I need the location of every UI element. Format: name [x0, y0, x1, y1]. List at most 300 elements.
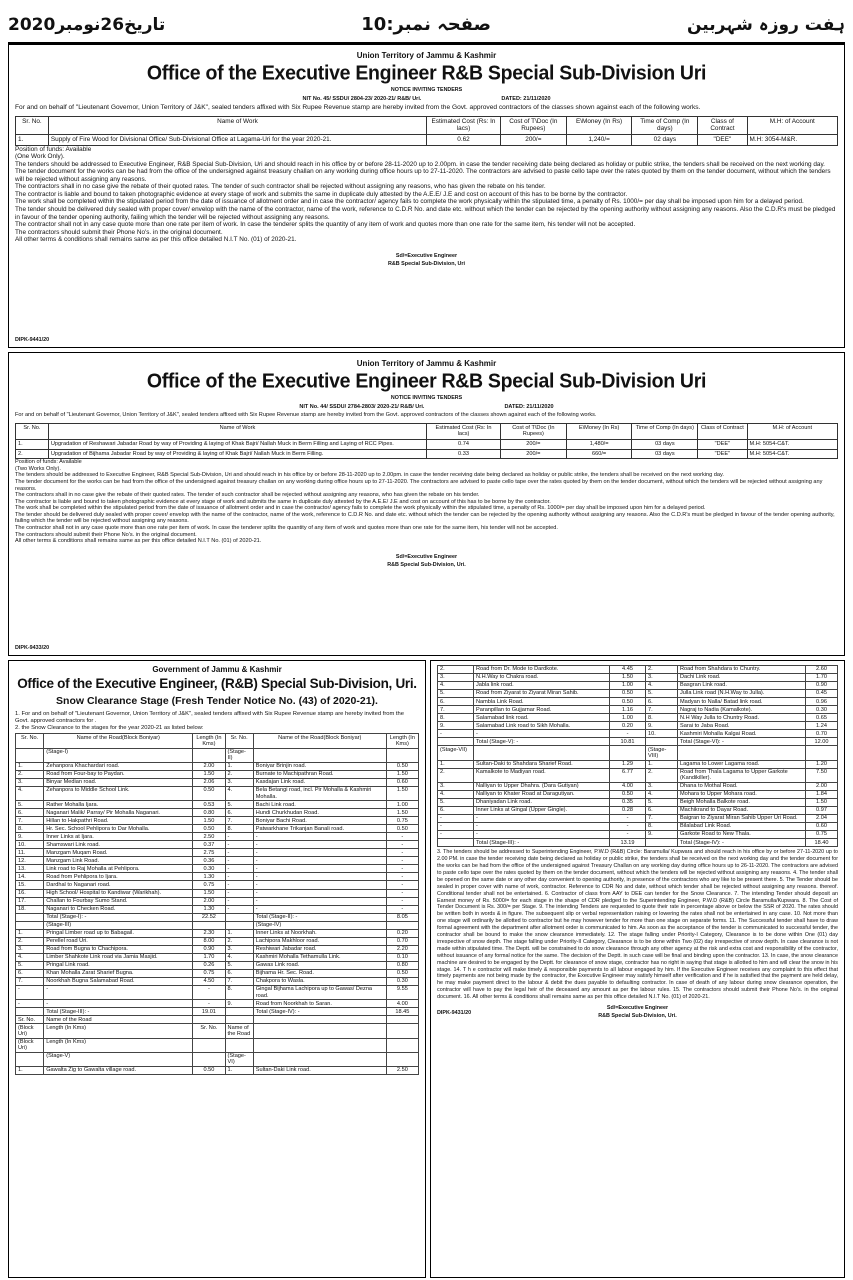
table-row	[16, 897, 419, 905]
table-cell: Kashmiri Mohalla Kalgai Road.	[678, 730, 806, 738]
table-cell: 9.	[225, 1000, 253, 1008]
table-cell: 3.	[225, 778, 253, 786]
table-row	[16, 825, 419, 833]
table-cell: N.H.Way to Chakra road.	[474, 674, 610, 682]
table-cell: Noorkhah Bugna Salamabad Road.	[44, 977, 193, 985]
table-cell: Hundi Churkhudan Road.	[253, 809, 386, 817]
table-cell	[386, 1016, 418, 1024]
table-cell: -	[474, 823, 610, 831]
table-cell: 0.90	[806, 682, 838, 690]
condition-line: The work shall be completed within the stipulated period from the date of issuance of allotment order and in case the contractor/ agency fails to complete the work physically within the stipulated time, a penalty of Rs. 1000/= per day shall be imposed upon him for a delayed period.	[15, 198, 804, 206]
table-cell: -	[253, 841, 386, 849]
table-cell: 2.60	[806, 666, 838, 674]
table-cell: 4.	[438, 790, 474, 798]
table-cell: 03 days	[632, 449, 698, 459]
table-row	[16, 1067, 419, 1075]
table-cell: (Stage-VI)	[225, 1052, 253, 1066]
table-cell	[386, 748, 418, 762]
signature-block	[15, 252, 838, 268]
table-cell: Limber Shahkote Link road via Jamia Masjid.	[44, 953, 193, 961]
table-cell: 1.	[16, 439, 49, 449]
table-cell: 1.00	[610, 682, 646, 690]
signature-block	[15, 553, 838, 569]
table-cell: Perellel road Uri.	[44, 937, 193, 945]
table-cell: -	[474, 815, 610, 823]
table-cell: 7.	[225, 977, 253, 985]
signature-office: R&B Special Sub-Division, Uri	[388, 260, 465, 267]
table-cell: 2.20	[386, 945, 418, 953]
table-cell: 1,480/=	[566, 439, 632, 449]
table-cell: 22.52	[193, 913, 225, 921]
table-cell: 5.	[225, 961, 253, 969]
table-cell: -	[610, 823, 646, 831]
table-cell: 0.33	[427, 449, 501, 459]
table-cell: Machikrand to Dayar Road.	[678, 807, 806, 815]
table-cell: Sarai to Jaba Road.	[678, 722, 806, 730]
table-cell: 0.28	[610, 807, 646, 815]
table-row	[438, 839, 838, 847]
newspaper-masthead	[8, 8, 845, 44]
table-cell: 02 days	[632, 135, 698, 146]
table-cell: Binyar Median road.	[44, 778, 193, 786]
table-cell	[16, 1052, 44, 1066]
table-cell: 7.	[16, 817, 44, 825]
table-cell: 6.	[646, 807, 678, 815]
notice-conditions	[15, 146, 838, 244]
table-cell: 0.30	[193, 865, 225, 873]
table-cell: -	[225, 881, 253, 889]
table-cell: 2.04	[806, 815, 838, 823]
table-cell: Challan to Fourbay Sumo Stand.	[44, 897, 193, 905]
table-cell: 2.	[438, 666, 474, 674]
table-cell: 0.60	[386, 778, 418, 786]
table-cell: Name of the Road	[44, 1016, 193, 1024]
signature-office: R&B Special Sub-Division, Uri.	[387, 561, 466, 568]
table-cell: -	[253, 857, 386, 865]
table-cell: 0.90	[193, 945, 225, 953]
table-cell: Dardhal to Naganari road.	[44, 881, 193, 889]
table-cell: 1.29	[610, 760, 646, 768]
table-cell: 17.	[16, 897, 44, 905]
table-cell: 9.	[646, 722, 678, 730]
table-cell: 9.55	[386, 985, 418, 999]
table-cell: 6.	[438, 698, 474, 706]
table-row	[16, 953, 419, 961]
table-row	[16, 1038, 419, 1052]
table-row	[438, 730, 838, 738]
table-cell: 2.	[646, 666, 678, 674]
table-row	[438, 807, 838, 815]
table-cell: Dhana to Mothal Road.	[678, 782, 806, 790]
nit-reference-line	[15, 96, 838, 102]
table-cell: Road from Noorkhah to Saran.	[253, 1000, 386, 1008]
table-cell: -	[225, 865, 253, 873]
condition-line: All other terms & conditions shall remains same as per this office detailed N.I.T No. (01) of 2020-21.	[15, 236, 297, 244]
table-cell: (Stage-VIII)	[646, 746, 678, 760]
table-cell: Rather Mohalla Ijara.	[44, 801, 193, 809]
table-cell: 1.50	[193, 770, 225, 778]
table-cell: -	[386, 905, 418, 913]
table-cell: Reshiwari Jabadar road.	[253, 945, 386, 953]
table-cell: -	[386, 857, 418, 865]
works-table	[15, 423, 838, 459]
table-row	[16, 873, 419, 881]
nit-number: NIT No. 44/ SSDU/ 2784-2803/ 2020-21/ R&B/ Uri.	[299, 403, 425, 410]
table-cell: 5.	[646, 798, 678, 806]
dipk-number: DIPK-9433/20	[15, 644, 50, 651]
table-row	[438, 714, 838, 722]
notice-type: NOTICE INVITING TENDERS	[390, 395, 463, 402]
table-cell	[610, 746, 646, 760]
table-cell: 4.	[646, 682, 678, 690]
table-cell: 2.00	[193, 897, 225, 905]
table-cell	[806, 746, 838, 760]
table-cell: 1.84	[806, 790, 838, 798]
table-cell: Sr. No.	[16, 1016, 44, 1024]
table-cell	[386, 1024, 418, 1038]
table-cell: -	[225, 841, 253, 849]
table-cell: Salamabad Link road to Sikh Mohalla.	[474, 722, 610, 730]
col-header: Sr. No.	[16, 734, 44, 748]
stages-table-continued	[437, 665, 838, 847]
table-cell: 0.50	[610, 698, 646, 706]
table-cell: 16.	[16, 889, 44, 897]
table-cell: 1.20	[806, 760, 838, 768]
table-cell: (Block Uri)	[16, 1024, 44, 1038]
table-cell: Total (Stage-IV): -	[678, 839, 806, 847]
table-row	[438, 782, 838, 790]
table-cell: Upgradation of Bijhama Jabadar Road by way of Providing & laying of Khak Bajri/ Nallah Muck in Berm Filling.	[48, 449, 426, 459]
table-cell: 4.	[16, 786, 44, 800]
table-cell: 4.	[438, 682, 474, 690]
table-cell: 1.70	[193, 953, 225, 961]
table-row	[16, 1000, 419, 1008]
table-cell: Hillan to Hakpathri Road.	[44, 817, 193, 825]
col-header: Cost of T\Doc (In Rupees)	[500, 423, 566, 439]
table-row	[438, 690, 838, 698]
table-cell: 1.	[646, 760, 678, 768]
condition-line: The contractor shall not in any case quote more than one rate per item of work. In case the tenderer splits the quantity of any item of work and quotes more than one rate for the same item, his tender will not be accepted.	[15, 525, 558, 532]
table-cell: Lachipora Makhloor road.	[253, 937, 386, 945]
table-cell: 4.	[225, 786, 253, 800]
table-cell: Inner Links at Ijara.	[44, 833, 193, 841]
table-cell: Boniyar Bachi Road.	[253, 817, 386, 825]
table-cell	[253, 1052, 386, 1066]
table-row	[438, 682, 838, 690]
table-row	[16, 1024, 419, 1038]
table-cell: 1.24	[806, 722, 838, 730]
table-cell: -	[474, 831, 610, 839]
table-row	[16, 857, 419, 865]
table-cell: N.H Way Julla to Chuntry Road.	[678, 714, 806, 722]
table-cell: 0.60	[806, 823, 838, 831]
table-cell: 0.96	[806, 698, 838, 706]
table-cell: 1,240/=	[566, 135, 632, 146]
tender-notice-44	[8, 352, 845, 656]
table-cell: 0.26	[193, 961, 225, 969]
table-cell: Total (Stage-I): -	[44, 913, 193, 921]
table-cell: 12.	[16, 857, 44, 865]
table-cell: 2.75	[193, 849, 225, 857]
table-cell: 18.45	[386, 1008, 418, 1016]
table-cell: Mohara to Upper Mohara road.	[678, 790, 806, 798]
table-cell: -	[386, 841, 418, 849]
table-cell: 1.00	[610, 714, 646, 722]
table-cell: Nalliyan to Upper Dhahra. (Dara Gutiyan)	[474, 782, 610, 790]
table-cell: Naganari to Checken Road.	[44, 905, 193, 913]
condition-line: The tender document for the works can be had from the office of the undersigned against treasury challan on any working during office hours up to 27-11-2020. The contractors are advised to paste cello tape over the rates quoted by them on the tender document, without which the tenders will be rejected without assigning any reasons.	[15, 168, 831, 183]
condition-line: The tender document for the works can be had from the office of the undersigned against treasury challan on any working during office hours up to 27-11-2020. The contractors are advised to paste cello tape over the rates quoted by them on the tender document, without which the tenders will be rejected without assigning any reasons.	[15, 478, 823, 492]
table-cell: 8.	[646, 823, 678, 831]
table-cell: Kasdajan Link road.	[253, 778, 386, 786]
table-cell: 0.75	[193, 881, 225, 889]
table-cell	[193, 1052, 225, 1066]
table-cell: 4.00	[386, 1000, 418, 1008]
table-cell	[438, 738, 474, 746]
table-cell: 1.50	[610, 674, 646, 682]
table-cell: Total (Stage-III): -	[44, 1008, 193, 1016]
col-header: E\Money (In Rs)	[566, 116, 632, 134]
snow-clearance-title: Snow Clearance Stage (Fresh Tender Notice No. (43) of 2020-21).	[56, 695, 378, 708]
table-cell: Basgran Link road.	[678, 682, 806, 690]
table-cell: 0.30	[386, 977, 418, 985]
signature-line: Sd/=Executive Engineer	[395, 553, 458, 560]
table-cell: -	[438, 831, 474, 839]
table-cell	[193, 921, 225, 929]
table-cell: 12.00	[806, 738, 838, 746]
table-cell: 7.	[646, 706, 678, 714]
col-header: Estimated Cost (Rs: In lacs)	[427, 116, 501, 134]
table-cell	[225, 1008, 253, 1016]
table-cell: -	[386, 865, 418, 873]
table-cell: 0.20	[610, 722, 646, 730]
table-cell: Road from Dr. Mode to Dardkote.	[474, 666, 610, 674]
table-cell: 8.	[225, 985, 253, 999]
table-cell: -	[225, 889, 253, 897]
table-cell: Salamabad link road.	[474, 714, 610, 722]
col-header: Name of the Road(Block Boniyar)	[253, 734, 386, 748]
table-cell: Nambla Link Road.	[474, 698, 610, 706]
table-cell: Bela Betangi road, incl. Pir Mohalla & Kashmiri Mohalla.	[253, 786, 386, 800]
condition-line: The tender should be delivered duly sealed with proper cover/ envelop with the name of the contractor, name of the work, reference to C.D.R No. and date etc. without which the tender can be rejected by the opening authority without assigning any reasons. Also the C.D.R's must be pledged in favour of the tender opening authority, failing which the tender will be rejected without assigning any reasons.	[15, 205, 836, 221]
table-cell: Manzgam Link Road.	[44, 857, 193, 865]
condition-line: The contractor shall not in any case quote more than one rate per item of work. In case the tenderer splits the quantity of any item of work and quotes more than one rate for the same item, his tender will not be accepted.	[15, 221, 636, 229]
table-row	[16, 762, 419, 770]
table-cell: (Stage-I)	[44, 748, 193, 762]
table-row	[438, 768, 838, 782]
table-cell: 4.00	[610, 782, 646, 790]
table-cell: Julla Link road (N.H.Way to Julla).	[678, 690, 806, 698]
table-cell: High School/ Hospital to Kandiwar (Warikhah).	[44, 889, 193, 897]
table-cell: Road from Ziyarat to Ziyarat Miran Sahib.	[474, 690, 610, 698]
table-cell: 0.75	[193, 969, 225, 977]
works-table	[15, 116, 838, 146]
table-cell: (Stage-V)	[44, 1052, 193, 1066]
table-cell: Bilalabad Link Road.	[678, 823, 806, 831]
table-cell: 6.	[225, 809, 253, 817]
table-cell: 1.	[16, 929, 44, 937]
table-cell: 1.	[225, 1067, 253, 1075]
table-cell: 6.	[646, 698, 678, 706]
condition-line: The contractors shall in no case give the rebate of their quoted rates. The tender of such contractor shall be rejected without assigning any reasons, who has given the rebate on his tender.	[15, 183, 546, 191]
table-row	[16, 801, 419, 809]
table-cell: 1.50	[386, 809, 418, 817]
col-header: Sr. No.	[225, 734, 253, 748]
table-cell: 2.	[225, 937, 253, 945]
table-row	[438, 790, 838, 798]
table-cell: Road from Pehlipora to Ijara.	[44, 873, 193, 881]
table-cell: Upgradation of Reshawari Jabadar Road by way of Providing & laying of Khak Bajri/ Nallah Muck in Berm Filling and Laying of RCC Pipes.	[48, 439, 426, 449]
table-row	[16, 913, 419, 921]
table-cell: 5.	[438, 690, 474, 698]
table-cell: 2.	[16, 449, 49, 459]
table-cell: 0.62	[427, 135, 501, 146]
table-cell: 200/=	[500, 135, 566, 146]
table-cell: Kamalkote to Madiyan road.	[474, 768, 610, 782]
table-cell: 2.00	[193, 762, 225, 770]
table-row	[16, 937, 419, 945]
table-cell: 0.53	[193, 801, 225, 809]
table-row	[438, 674, 838, 682]
table-cell: 7.	[16, 977, 44, 985]
table-cell: 0.65	[806, 714, 838, 722]
signature-office: R&B Special Sub-Division, Uri.	[598, 1013, 677, 1020]
table-cell: 18.	[16, 905, 44, 913]
snow-clearance-notice	[8, 660, 426, 1278]
table-cell: 14.	[16, 873, 44, 881]
table-cell: 3.	[16, 778, 44, 786]
table-cell: -	[438, 730, 474, 738]
table-row	[16, 748, 419, 762]
col-header: Class of Contract	[698, 423, 747, 439]
table-cell: 0.50	[386, 762, 418, 770]
table-cell: 0.20	[386, 929, 418, 937]
table-cell: 0.50	[386, 825, 418, 833]
table-cell: 7.	[646, 815, 678, 823]
table-cell: Length (In Kms)	[44, 1024, 193, 1038]
table-row	[16, 849, 419, 857]
table-row	[438, 831, 838, 839]
col-header: Cost of T\Doc (In Rupees)	[500, 116, 566, 134]
table-cell: 7.50	[806, 768, 838, 782]
table-cell: -	[386, 873, 418, 881]
condition-line: Position of funds: Available	[15, 459, 82, 466]
table-cell: Khan Mohalla Zarat Sharief Bugna.	[44, 969, 193, 977]
condition-line: The contractors shall in no case give the rebate of their quoted rates. The tender of such contractor shall be rejected without assigning any reasons, who has given the rebate on his tender.	[15, 492, 480, 499]
nit-date: DATED: 21/11/2020	[504, 403, 554, 410]
col-header: Name of Work	[48, 423, 426, 439]
table-row	[16, 770, 419, 778]
table-cell: 4.	[225, 953, 253, 961]
table-cell: -	[610, 815, 646, 823]
table-cell: Burnate to Machipathran Road.	[253, 770, 386, 778]
notice-office-title: Office of the Executive Engineer R&B Special Sub-Division Uri	[146, 369, 707, 393]
table-cell: -	[253, 897, 386, 905]
table-cell: (Block Uri)	[16, 1038, 44, 1052]
table-cell: 0.45	[806, 690, 838, 698]
table-cell: Kashmiri Mohalla Tethamulla Link.	[253, 953, 386, 961]
table-cell: 4.	[16, 953, 44, 961]
table-cell: 3.	[438, 674, 474, 682]
table-cell: Gawas Link road.	[253, 961, 386, 969]
table-cell: 2.50	[386, 1067, 418, 1075]
condition-line: The contractors should submit their Phone No's. in the original document.	[15, 531, 197, 538]
table-cell: 4.50	[193, 977, 225, 985]
table-cell: Dachi Link road.	[678, 674, 806, 682]
table-cell: -	[253, 873, 386, 881]
notice-paragraph: 2. the Snow Clearance to the stages for the year 2020-21 as listed below:	[15, 725, 204, 732]
notice-ut-heading: Union Territory of Jammu & Kashmir	[356, 51, 497, 60]
table-cell: 8.	[646, 714, 678, 722]
table-cell: Road from Shahdara to Chuntry.	[678, 666, 806, 674]
table-row	[16, 905, 419, 913]
table-cell: -	[253, 905, 386, 913]
notice-paragraph: 1. For and on behalf of "Lieutenant Governor, Union Territory of J&K", sealed tenders affixed with Six Rupee Revenue stamp are hereby invited from the Govt. approved contractors for .	[15, 710, 404, 724]
table-cell: 1.	[16, 1067, 44, 1075]
table-cell: Chakpora to Wasla.	[253, 977, 386, 985]
table-cell: 5.	[646, 690, 678, 698]
table-cell: 8.	[225, 825, 253, 833]
table-cell: 0.70	[386, 937, 418, 945]
signature-line: Sd/=Executive Engineer	[606, 1005, 669, 1012]
table-cell: 2.50	[193, 833, 225, 841]
table-cell	[253, 1038, 386, 1052]
notice-gov-heading: Government of Jammu & Kashmir	[152, 665, 282, 674]
table-cell: Length (In Kms)	[44, 1038, 193, 1052]
table-cell: 0.36	[193, 857, 225, 865]
table-cell: -	[44, 985, 193, 999]
table-cell: 2.30	[193, 929, 225, 937]
table-cell: 0.50	[610, 690, 646, 698]
table-cell: 6.	[16, 969, 44, 977]
table-cell: -	[253, 881, 386, 889]
table-cell: (Stage-IV)	[253, 921, 386, 929]
tender-terms: 3. The tenders should be addressed to Superintending Engineer, P.W.D (R&B) Circle: Baramulla/ Kupwara and should reach in his office by or before 27-11-2020 up to 2.00 PM. in case the tender receiving date being declared as holiday or public strike, the tenders shall be received on the next working day and the tender document for the works can be had from the office of the undersigned against Treasury Challan on any working day during office hours up to 26-11-2020. The contractors are advised to paste cello tape over the rates quoted by them on the tender document, without which the tenders will be rejected without assigning any reasons. 4. The tender shall be opened on the same date or any other day convenient to opening authority, in presence of the contractors who any like to be present there. 5. The Tender should be sealed in proper cover with name of work, contractor. Reference to CDR No and date, without which tender shall be rejected without assigning any reasons. thereof. Conditional tender shall not be entertained. 6. Contractor of class from AAY to DEE can tender for the Snow Clearance. 7. The intending Tender should deposit an Earnest money of Rs. 5000/= for each stage in the shape of CDR pledged to the Superintending Engineer, P.W.D (R&B) Circle Baramulla/Kupwara. 8. The Cost of Tender Document is Rs. 300/= per Stage. 9. The intending Tenders are requested to quote their rate in percentage above or below the SSR of 2020. The rates should be written both in words & in figure. The subsequent slip or verbal representation raising or lowering the rates shall not be entertained in any case. 10. Not more than one stage will ordinarily be allotted to contractor but he may however tender for more than one stage on separate forms. 11. The Successful tender shall have to draw formal agreement with the department after allotment order is communicated to him. As soon as the acceptance of the tender is communicated to successful tender, the contractor shall be bound to make the snow clearance immediately. 12. The stage falling under Priority-I Category, Clearance is to be done within One (01) day irrespective of snow depth. The stage falling under Priority-II Category, Clearance is to be done within Two (02) day irrespective of snow depth. In case clearance is not made within stipulated time. The Deptt. will be constrained to do snow clearance through any other agency at the risk and extra cost and responsibility of the contractor, without issuance of any formal notice for the same. The decision of the Deptt. in such case will be final and binding upon the contractor. 13. In case, the snow clearance machine are desired to be engaged by the Deptt. for clearance of snow stage, contractor has no right in saying that stage is allotted to him and will clear the snow in his stage. 14. T h e contractor will make timely & responsible payments to all labour engaged by him. If the Executive Engineer receives any complaint to this effect that timely payments are not being made by the contractor, the Executive Engineer may satisfy himself after verification and if he is satisfied that the payment are held delay, he may make payment direct to the labour & debit the dues payable to defaulting contractor. In case of death of any labour during snow clearance operation, the contractor will have to pay the legal heir of the deceased any amount as per the labour rules. 15. The contractors should submit their Phone No's. in the original document. 16. All other terms & conditions shall remains same as per this office detailed N.I.T No. (01) of 2020-21.	[437, 849, 838, 1001]
table-cell: 0.80	[386, 961, 418, 969]
col-header: Sr. No.	[16, 423, 49, 439]
table-cell	[386, 1038, 418, 1052]
table-cell: 8.00	[193, 937, 225, 945]
table-cell: 13.	[16, 865, 44, 873]
table-cell: Bachi Link road.	[253, 801, 386, 809]
table-cell: 10.81	[610, 738, 646, 746]
table-cell: -	[253, 865, 386, 873]
table-cell	[646, 738, 678, 746]
nit-reference-line	[15, 404, 838, 410]
table-cell: -	[193, 1000, 225, 1008]
table-row	[16, 833, 419, 841]
table-cell: Gawalta Zig to Gawalta village road.	[44, 1067, 193, 1075]
table-cell: Road from Thala Lagama to Upper Garkote (Kandikiller).	[678, 768, 806, 782]
table-cell: -	[225, 905, 253, 913]
table-cell	[386, 921, 418, 929]
table-cell: 3.	[438, 782, 474, 790]
table-cell: Boniyar Brinjin road.	[253, 762, 386, 770]
table-cell: Inner Links at Gingal (Upper Gingle).	[474, 807, 610, 815]
table-cell: 4.45	[610, 666, 646, 674]
table-cell: 9.	[16, 833, 44, 841]
col-header: Estimated Cost (Rs: In lacs)	[427, 423, 501, 439]
table-cell: 0.35	[610, 798, 646, 806]
notice-office-title: Office of the Executive Engineer, (R&B) Special Sub-Division, Uri.	[17, 676, 417, 692]
notice-intro: For and on behalf of "Lieutenant Governor, Union Territory of J&K", sealed tenders affixed with Six Rupee Revenue stamp are hereby invited from the Govt. approved contractors of the classes shown against each of the following works.	[15, 104, 701, 112]
table-cell: 2.	[16, 770, 44, 778]
col-header: Time of Comp (In days)	[632, 423, 698, 439]
table-cell	[253, 1016, 386, 1024]
table-cell: -	[253, 849, 386, 857]
table-cell: 200/=	[500, 449, 566, 459]
col-header: Length (In Kms)	[386, 734, 418, 748]
